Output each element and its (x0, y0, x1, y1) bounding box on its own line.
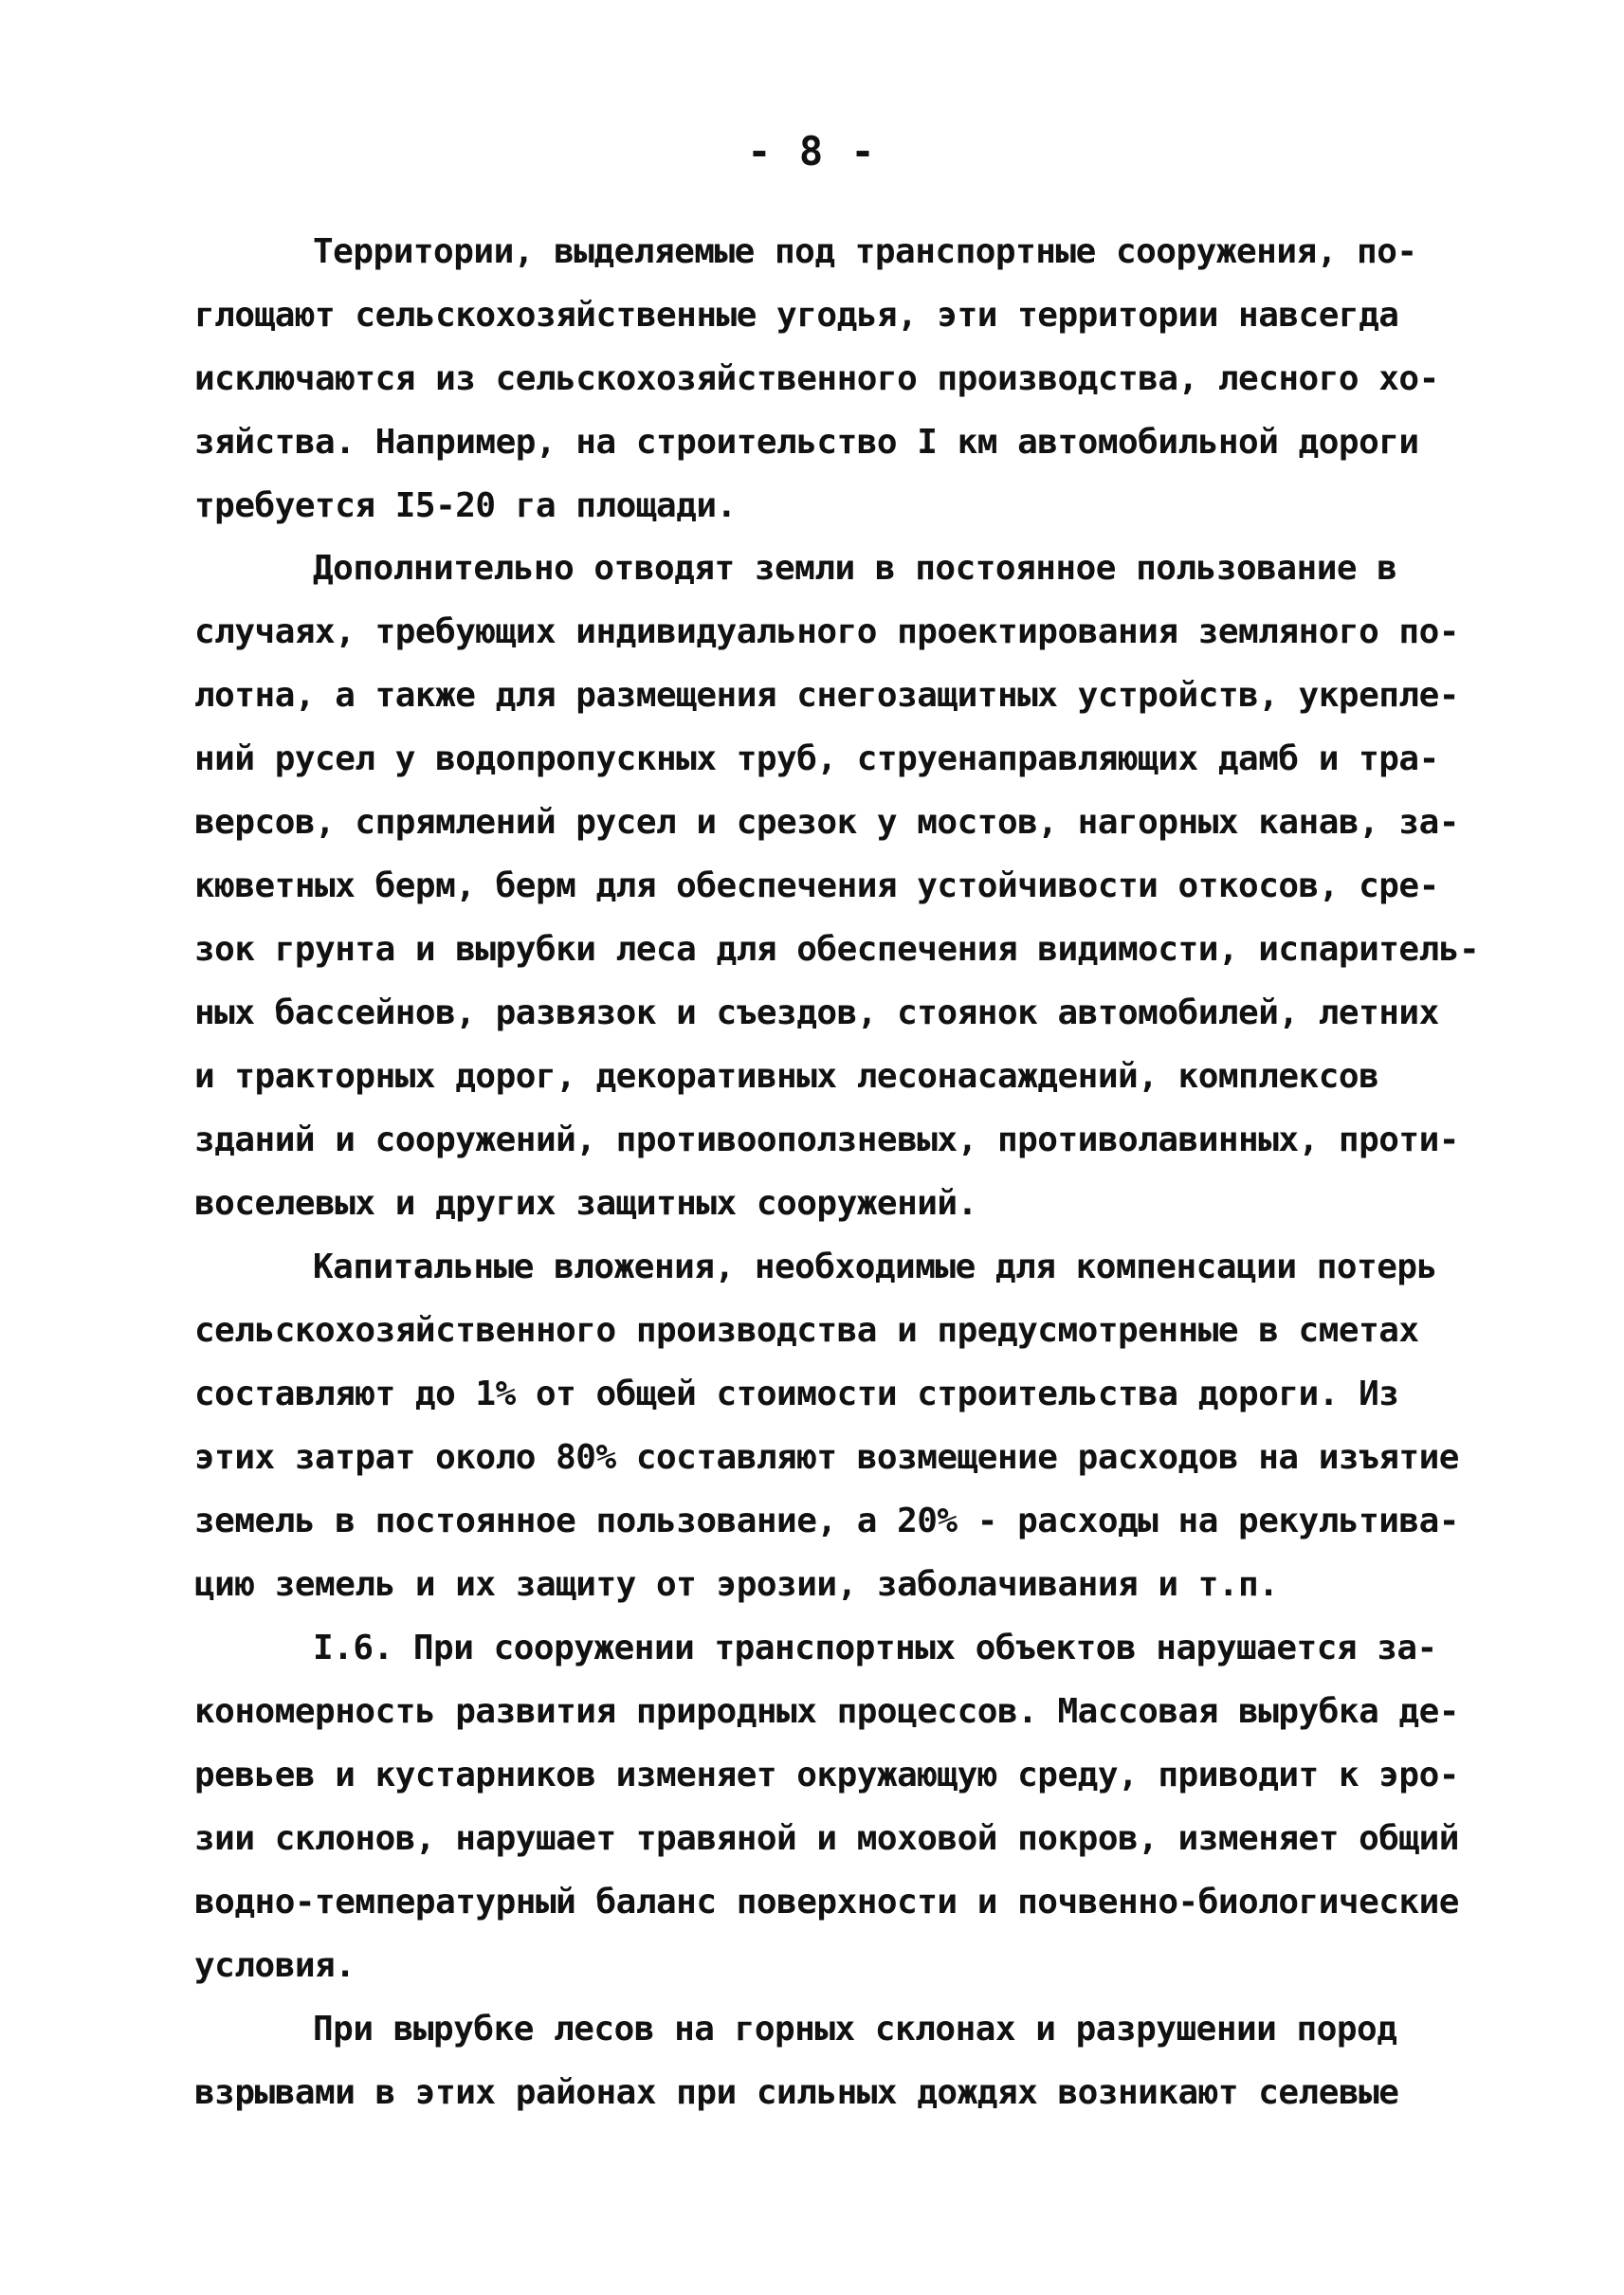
text-line: зяйства. Например, на строительство I км автомобильной дороги (194, 423, 1419, 462)
text-line: цию земель и их защиту от эрозии, заболачивания и т.п. (194, 1565, 1279, 1604)
text-line: и тракторных дорог, декоративных лесонасаждений, комплексов (194, 1057, 1379, 1096)
text-line: взрывами в этих районах при сильных дождях возникают селевые (194, 2073, 1399, 2112)
text-line: зданий и сооружений, противооползневых, противолавинных, проти- (194, 1120, 1459, 1159)
text-line: условия. (194, 1946, 356, 1985)
text-line: лотна, а также для размещения снегозащитных устройств, укрепле- (194, 676, 1459, 715)
text-line: кономерность развития природных процессов. Массовая вырубка де- (194, 1692, 1459, 1731)
text-line: Капитальные вложения, необходимые для компенсации потерь (313, 1248, 1437, 1286)
text-line: сельскохозяйственного производства и предусмотренные в сметах (194, 1311, 1419, 1350)
text-line: ний русел у водопропускных труб, струенаправляющих дамб и тра- (194, 739, 1439, 778)
text-line: требуется I5-20 га площади. (194, 486, 737, 525)
text-line: Территории, выделяемые под транспортные сооружения, по- (313, 232, 1417, 271)
page-number: - 8 - (747, 128, 877, 174)
text-line: ревьев и кустарников изменяет окружающую среду, приводит к эро- (194, 1756, 1459, 1794)
text-line: кюветных берм, берм для обеспечения устойчивости откосов, сре- (194, 866, 1439, 905)
text-line: ных бассейнов, развязок и съездов, стоянок автомобилей, летних (194, 993, 1439, 1032)
text-line: случаях, требующих индивидуального проектирования земляного по- (194, 612, 1459, 651)
text-line: этих затрат около 80% составляют возмещение расходов на изъятие (194, 1438, 1459, 1477)
text-line: воселевых и других защитных сооружений. (194, 1184, 977, 1223)
text-line: исключаются из сельскохозяйственного производства, лесного хо- (194, 359, 1439, 398)
text-line: I.6. При сооружении транспортных объектов нарушается за- (313, 1629, 1437, 1667)
text-line: Дополнительно отводят земли в постоянное пользование в (313, 549, 1397, 588)
text-line: земель в постоянное пользование, а 20% - расходы на рекультива- (194, 1502, 1459, 1540)
text-line: При вырубке лесов на горных склонах и разрушении пород (313, 2010, 1397, 2049)
text-line: зок грунта и вырубки леса для обеспечения видимости, испаритель- (194, 930, 1480, 969)
text-line: составляют до 1% от общей стоимости строительства дороги. Из (194, 1375, 1399, 1413)
text-line: версов, спрямлений русел и срезок у мостов, нагорных канав, за- (194, 803, 1459, 842)
text-line: глощают сельскохозяйственные угодья, эти территории навсегда (194, 296, 1399, 335)
text-line: зии склонов, нарушает травяной и моховой покров, изменяет общий (194, 1819, 1459, 1858)
text-line: водно-температурный баланс поверхности и почвенно-биологические (194, 1883, 1459, 1922)
